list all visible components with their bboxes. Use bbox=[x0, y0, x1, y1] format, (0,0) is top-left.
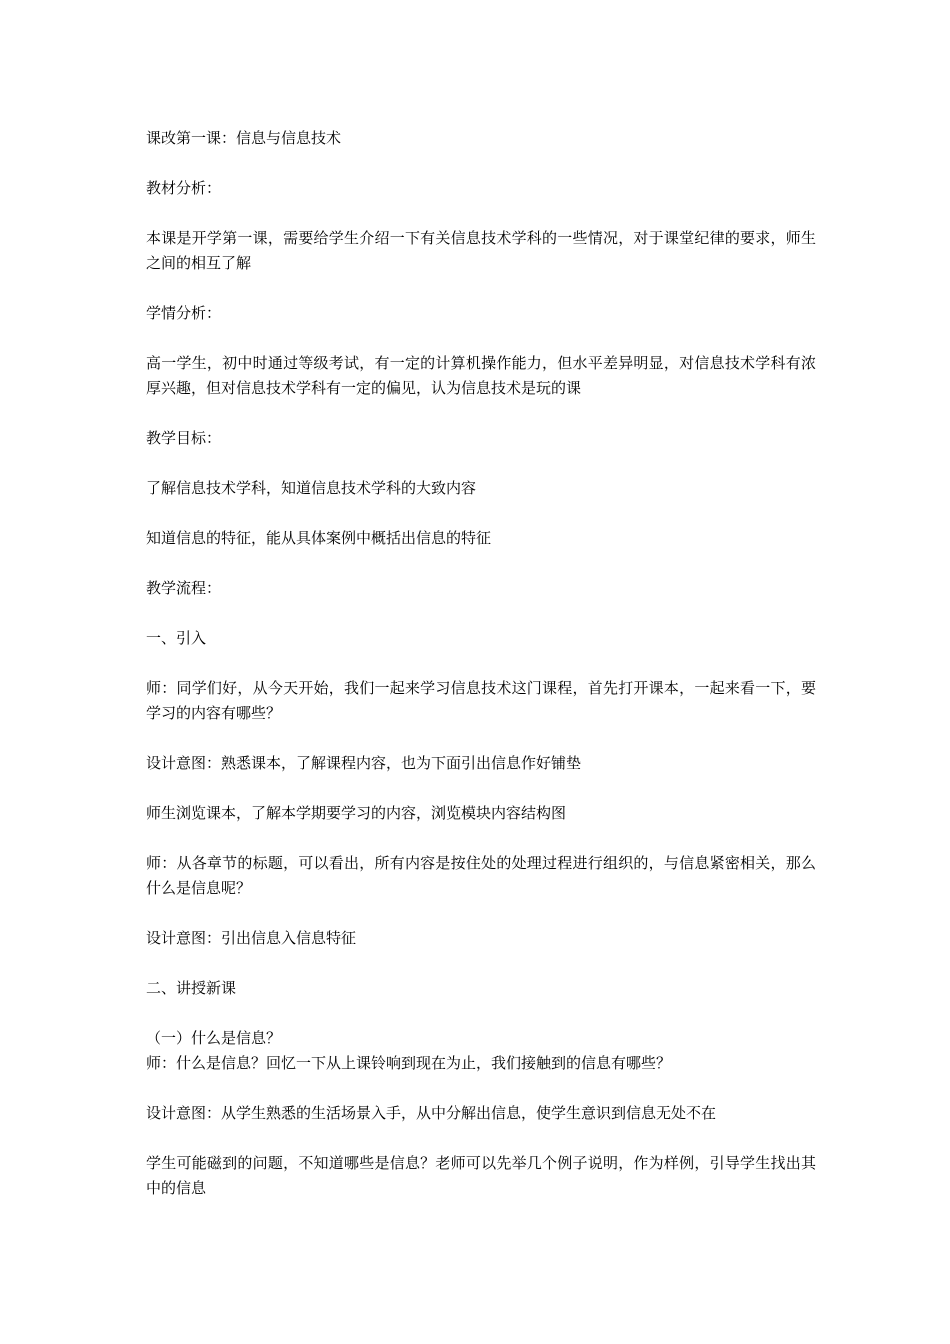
design-intent-1: 设计意图：熟悉课本，了解课程内容，也为下面引出信息作好铺垫 bbox=[146, 754, 582, 772]
textbook-analysis-text: 本课是开学第一课，需要给学生介绍一下有关信息技术学科的一些情况，对于课堂纪律的要求，师生之间的相互了解 bbox=[146, 229, 816, 272]
subsection-what-is-information: （一）什么是信息？ bbox=[146, 1029, 282, 1047]
teacher-line-3: 师：什么是信息？回忆一下从上课铃响到现在为止，我们接触到的信息有哪些？ bbox=[146, 1054, 672, 1072]
teacher-line-1: 师：同学们好，从今天开始，我们一起来学习信息技术这门课程，首先打开课本，一起来看一下，要学习的内容有哪些？ bbox=[146, 679, 816, 722]
lesson-title: 课改第一课：信息与信息技术 bbox=[146, 129, 342, 147]
document-body bbox=[146, 126, 816, 1226]
activity-browse-textbook: 师生浏览课本，了解本学期要学习的内容，浏览模块内容结构图 bbox=[146, 804, 567, 822]
teacher-line-2: 师：从各章节的标题，可以看出，所有内容是按住处的处理过程进行组织的，与信息紧密相关，那么什么是信息呢？ bbox=[146, 854, 816, 897]
section-heading-student-analysis: 学情分析： bbox=[146, 304, 222, 322]
design-intent-2: 设计意图：引出信息入信息特征 bbox=[146, 929, 357, 947]
process-step-introduction: 一、引入 bbox=[146, 629, 207, 647]
section-heading-teaching-process: 教学流程： bbox=[146, 579, 222, 597]
possible-student-issue: 学生可能磁到的问题，不知道哪些是信息？老师可以先举几个例子说明，作为样例，引导学生找出其中的信息 bbox=[146, 1154, 816, 1197]
process-step-new-lesson: 二、讲授新课 bbox=[146, 979, 237, 997]
design-intent-3: 设计意图：从学生熟悉的生活场景入手，从中分解出信息，使学生意识到信息无处不在 bbox=[146, 1104, 717, 1122]
section-heading-teaching-goals: 教学目标： bbox=[146, 429, 222, 447]
student-analysis-text: 高一学生，初中时通过等级考试，有一定的计算机操作能力，但水平差异明显，对信息技术学科有浓厚兴趣，但对信息技术学科有一定的偏见，认为信息技术是玩的课 bbox=[146, 354, 816, 397]
teaching-goal-1: 了解信息技术学科，知道信息技术学科的大致内容 bbox=[146, 479, 477, 497]
teaching-goal-2: 知道信息的特征，能从具体案例中概括出信息的特征 bbox=[146, 529, 492, 547]
section-heading-textbook-analysis: 教材分析： bbox=[146, 179, 222, 197]
